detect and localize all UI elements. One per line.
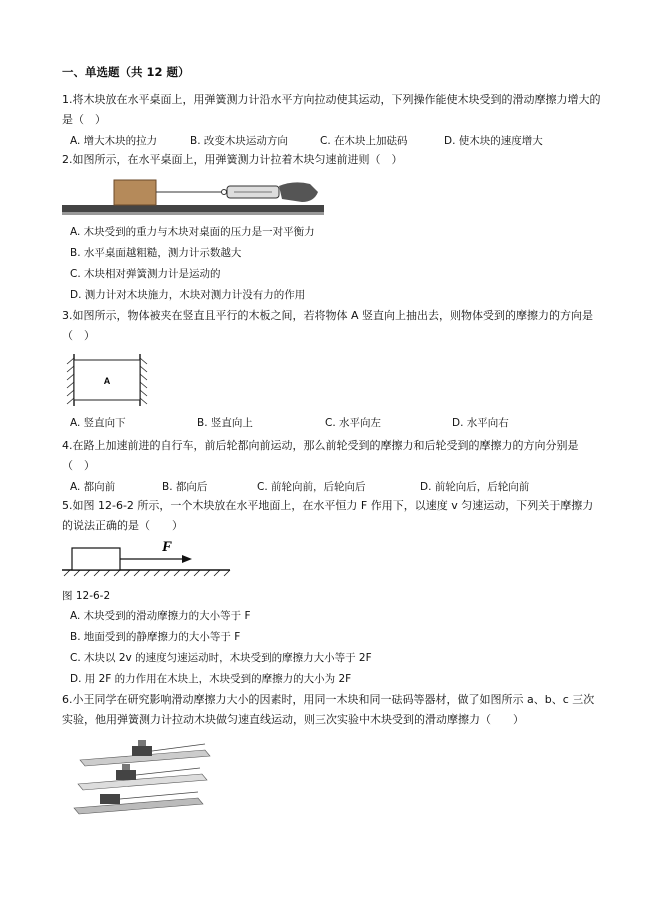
table-surface [62,205,324,212]
q1-option-d[interactable]: D. 使木块的速度增大 [444,135,543,147]
question-1-stem: 1.将木块放在水平桌面上，用弹簧测力计沿水平方向拉动使其运动，下列操作能使木块受到的滑动摩擦力增大的是（ ） [62,93,601,126]
hand-icon [279,182,318,202]
q5-figure [62,536,234,580]
arrowhead-icon [182,555,192,563]
experiment-b [78,764,207,790]
question-6-stem: 6.小王同学在研究影响滑动摩擦力大小的因素时，用同一木块和同一砝码等器材，做了如图所示 a、b、c 三次实验，他用弹簧测力计拉动木块做匀速直线运动，则三次实验中木块受到的滑动摩擦力（ ） [62,693,595,726]
q2-option-a[interactable]: A. 木块受到的重力与木块对桌面的压力是一对平衡力 [70,226,315,238]
wood-block [72,548,120,570]
q3-option-b[interactable]: B. 竖直向上 [197,417,253,429]
q5-option-c[interactable]: C. 木块以 2v 的速度匀速运动时，木块受到的摩擦力大小等于 2F [70,652,372,664]
q3-option-c[interactable]: C. 水平向左 [325,417,382,429]
experiment-a [80,740,210,766]
q5-figure-caption: 图 12-6-2 [62,590,111,602]
question-5-stem: 5.如图 12-6-2 所示，一个木块放在水平地面上，在水平恒力 F 作用下，以速度 v 匀速运动，下列关于摩擦力的说法正确的是（ ） [62,499,594,532]
experiment-c [74,792,203,814]
force-label: F [162,539,173,555]
q1-option-c[interactable]: C. 在木块上加砝码 [320,135,408,147]
q4-option-a[interactable]: A. 都向前 [70,481,116,493]
question-4-stem: 4.在路上加速前进的自行车，前后轮都向前运动，那么前轮受到的摩擦力和后轮受到的摩擦力的方向分别是（ ） [62,439,579,472]
q4-option-d[interactable]: D. 前轮向后，后轮向前 [420,481,530,493]
question-3-stem: 3.如图所示，物体被夹在竖直且平行的木板之间，若将物体 A 竖直向上抽出去，则物体受到的摩擦力的方向是（ ） [62,309,594,342]
question-2-stem: 2.如图所示，在水平桌面上，用弹簧测力计拉着木块匀速前进则（ ） [62,153,403,166]
q2-option-c[interactable]: C. 木块相对弹簧测力计是运动的 [70,268,221,280]
q2-option-d[interactable]: D. 测力计对木块施力，木块对测力计没有力的作用 [70,289,306,301]
hook-icon [222,190,227,195]
q3-option-d[interactable]: D. 水平向右 [452,417,509,429]
q2-option-b[interactable]: B. 水平桌面越粗糙，测力计示数越大 [70,247,242,259]
table-edge [62,212,324,215]
q1-option-b[interactable]: B. 改变木块运动方向 [190,135,288,147]
q2-figure [62,172,324,220]
object-a-label: A [103,376,111,386]
q3-option-a[interactable]: A. 竖直向下 [70,417,126,429]
section-title: 一、单选题（共 12 题） [62,65,190,79]
q5-option-a[interactable]: A. 木块受到的滑动摩擦力的大小等于 F [70,610,251,622]
q3-figure [62,352,152,408]
q4-option-c[interactable]: C. 前轮向前，后轮向后 [257,481,366,493]
q1-option-a[interactable]: A. 增大木块的拉力 [70,135,158,147]
wood-block [114,180,156,205]
q5-option-d[interactable]: D. 用 2F 的力作用在木块上，木块受到的摩擦力的大小为 2F [70,673,352,685]
q4-option-b[interactable]: B. 都向后 [162,481,208,493]
q6-figure [70,738,220,822]
q5-option-b[interactable]: B. 地面受到的静摩擦力的大小等于 F [70,631,241,643]
